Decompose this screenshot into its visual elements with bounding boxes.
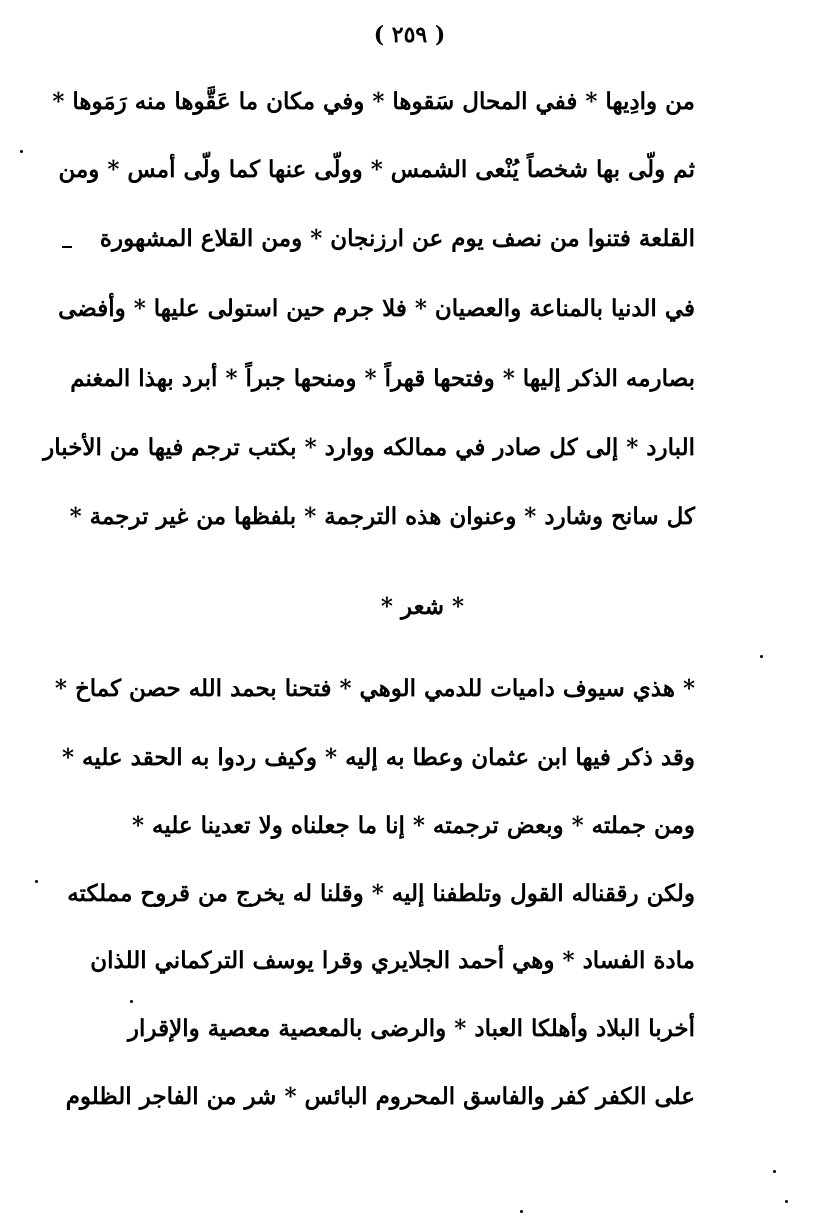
scan-speck	[785, 1200, 788, 1203]
text-line-12: مادة الفساد * وهي أحمد الجلايري وقرا يوسف التركماني اللذان	[90, 947, 695, 974]
text-line-14: على الكفر كفر والفاسق المحروم البائس * شر من الفاجر الظلوم	[65, 1083, 695, 1110]
scan-speck	[773, 1170, 776, 1173]
text-line-10: ومن جملته * وبعض ترجمته * إنا ما جعلناه ولا تعدينا عليه *	[132, 812, 695, 839]
text-line-8: * هذي سيوف داميات للدمي الوهي * فتحنا بحمد الله حصن كماخ *	[54, 675, 695, 702]
page-number: ( ٢٥٩ )	[373, 22, 446, 48]
text-line-5: بصارمه الذكر إليها * وفتحها قهراً * ومنحها جبراً * أبرد بهذا المغنم	[70, 365, 695, 392]
text-line-13: أخربا البلاد وأهلكا العباد * والرضى بالمعصية معصية والإقرار	[127, 1015, 695, 1042]
scan-speck	[760, 655, 763, 658]
text-line-2: ثم ولّى بها شخصاً يُنْعى الشمس * وولّى عنها كما ولّى أمس * ومن	[58, 156, 695, 183]
scan-speck	[35, 880, 38, 883]
text-line-11: ولكن رققناله القول وتلطفنا إليه * وقلنا له يخرج من قروح مملكته	[67, 880, 695, 907]
scan-speck	[130, 1000, 133, 1003]
scan-speck	[520, 1210, 523, 1213]
scan-mark	[62, 246, 72, 248]
text-line-6: البارد * إلى كل صادر في ممالكه ووارد * بكتب ترجم فيها من الأخبار	[43, 434, 695, 461]
text-line-4: في الدنيا بالمناعة والعصيان * فلا جرم حين استولى عليها * وأفضى	[58, 295, 695, 322]
scan-speck	[20, 150, 23, 153]
text-line-7: كل سانح وشارد * وعنوان هذه الترجمة * بلفظها من غير ترجمة *	[69, 503, 695, 530]
text-line-9: وقد ذكر فيها ابن عثمان وعطا به إليه * وكيف ردوا به الحقد عليه *	[62, 744, 695, 771]
text-line-3: القلعة فتنوا من نصف يوم عن ارزنجان * ومن القلاع المشهورة	[99, 225, 695, 252]
poem-heading: * شعر *	[380, 593, 465, 620]
text-line-1: من وادِيها * ففي المحال سَقوها * وفي مكان ما عَقَّوها منه رَمَوها *	[52, 88, 695, 115]
